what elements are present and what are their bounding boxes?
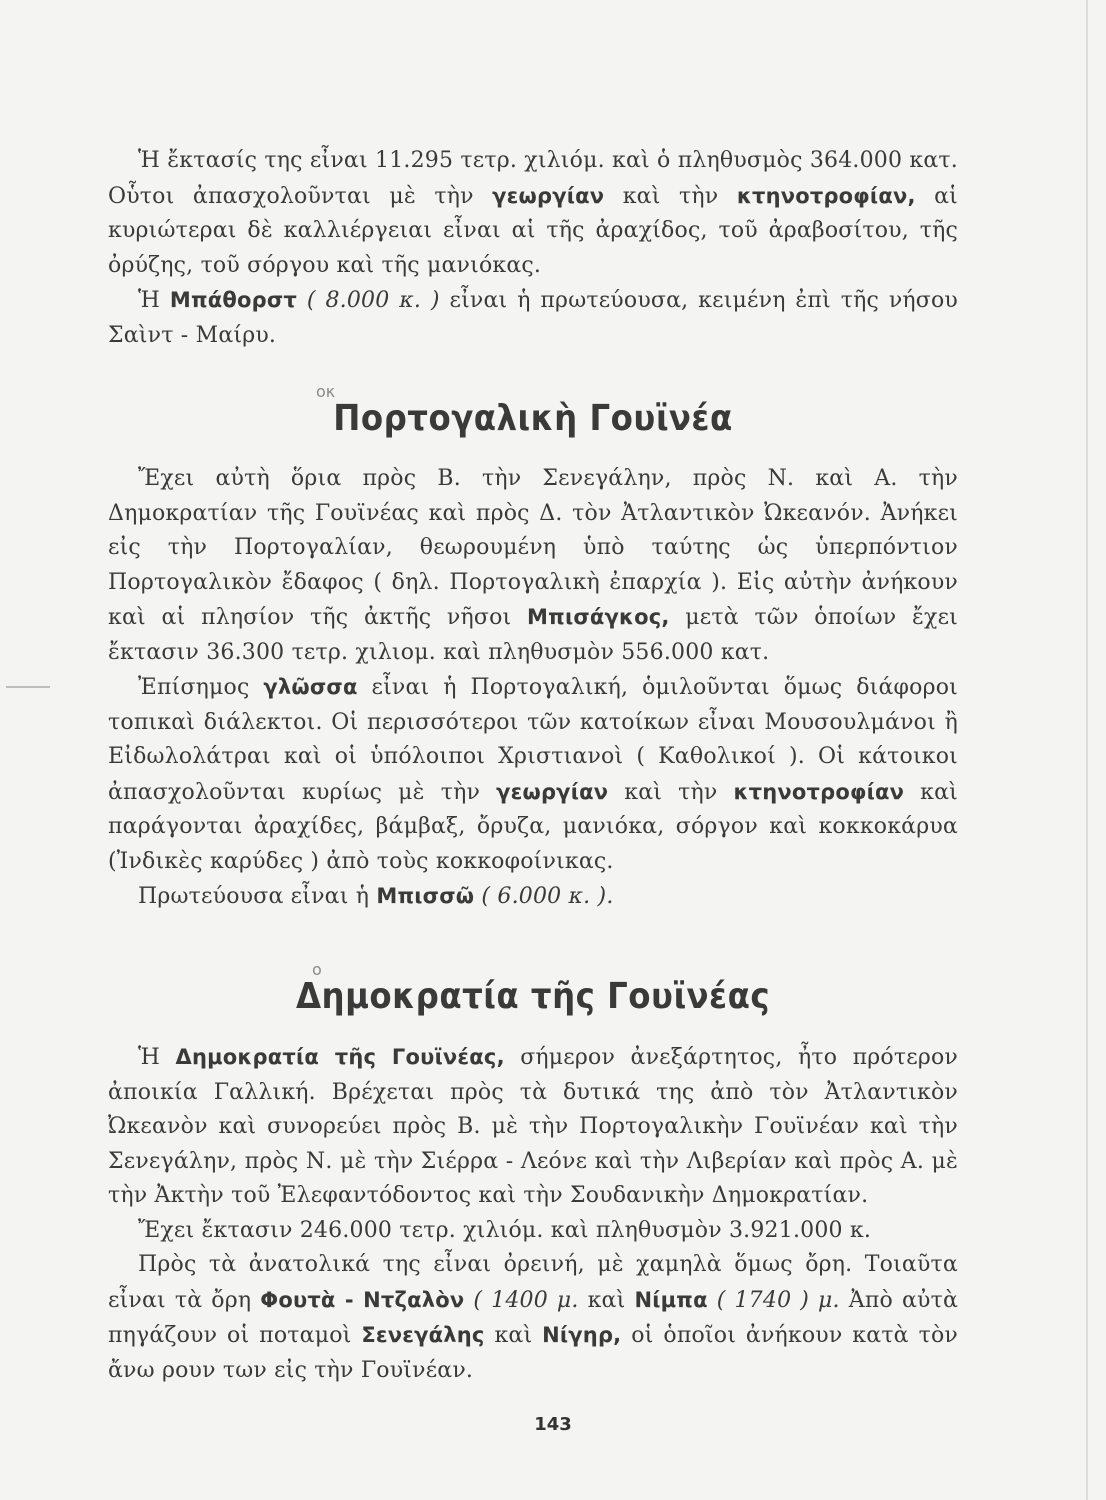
section-portuguese-guinea-body [108,462,958,915]
paragraph: Ἡ ἔκτασίς της εἶναι 11.295 τετρ. χιλιόμ. καὶ ὁ πληθυσμὸς 364.000 κατ. Οὗτοι ἀπασχολοῦνται μὲ τὴν γεωργίαν καὶ τὴν κτηνοτροφίαν, αἱ κυριώτεραι δὲ καλλιέργειαι εἶναι αἱ τῆς ἀραχίδος, τοῦ ἀραβοσίτου, τῆς ὀρύζης, τοῦ σόργου καὶ τῆς μανιόκας. [108,148,958,278]
section-heading: Πορτογαλικὴ Γουϊνέα [333,398,733,439]
paragraph: Πρωτεύουσα εἶναι ἡ Μπισσῶ ( 6.000 κ. ). [138,884,614,909]
section-portuguese-guinea [108,398,958,439]
section-heading: Δημοκρατία τῆς Γουϊνέας [295,976,771,1017]
paragraph: Ἔχει ἔκτασιν 246.000 τετρ. χιλιόμ. καὶ πληθυσμὸν 3.921.000 κ. [138,1217,872,1243]
section-senegal-end [108,144,958,353]
paragraph: Ἔχει αὐτὴ ὅρια πρὸς Β. τὴν Σενεγάλην, πρὸς Ν. καὶ Α. τὴν Δημοκρατίαν τῆς Γουϊνέας καὶ πρὸς Δ. τὸν Ἀτλαντικὸν Ὠκεανόν. Ἀνήκει εἰς τὴν Πορτογαλίαν, θεωρουμένη ὑπὸ ταύτης ὡς ὑπερπόντιον Πορτογαλικὸν ἔδαφος ( δηλ. Πορτογαλικὴ ἐπαρχία ). Εἰς αὐτὴν ἀνήκουν καὶ αἱ πλησίον τῆς ἀκτῆς νῆσοι Μπισάγκος, μετὰ τῶν ὁποίων ἔχει ἔκτασιν 36.300 τετρ. χιλιομ. καὶ πληθυσμὸν 556.000 κατ. [108,466,958,665]
paragraph: Πρὸς τὰ ἀνατολικά της εἶναι ὀρεινή, μὲ χαμηλὰ ὅμως ὄρη. Τοιαῦτα εἶναι τὰ ὄρη Φουτὰ - Ντζαλὸν ( 1400 μ. καὶ Νίμπα ( 1740 ) μ. Ἀπὸ αὐτὰ πηγάζουν οἱ ποταμοὶ Σενεγάλης καὶ Νίγηρ, οἱ ὁποῖοι ἀνήκουν κατὰ τὸν ἄνω ρουν των εἰς τὴν Γουϊνέαν. [108,1252,958,1383]
paragraph: Ἡ Δημοκρατία τῆς Γουϊνέας, σήμερον ἀνεξάρτητος, ἦτο πρότερον ἀποικία Γαλλική. Βρέχεται πρὸς τὰ δυτικά της ἀπὸ τὸν Ἀτλαντικὸν Ὠκεανὸν καὶ συνορεύει πρὸς Β. μὲ τὴν Πορτογαλικὴν Γουϊνέαν καὶ τὴν Σενεγάλην, πρὸς Ν. μὲ τὴν Σιέρρα - Λεόνε καὶ τὴν Λιβερίαν καὶ πρὸς Α. μὲ τὴν Ἀκτὴν τοῦ Ἐλεφαντόδοντος καὶ τὴν Σουδανικὴν Δημοκρατίαν. [108,1045,958,1208]
page-edge [1086,0,1088,1500]
handwritten-annotation: οκ [316,382,336,401]
section-republic-of-guinea-body [108,1040,958,1388]
handwritten-annotation: ο [312,960,322,979]
paragraph: Ἐπίσημος γλῶσσα εἶναι ἡ Πορτογαλική, ὁμιλοῦνται ὅμως διάφοροι τοπικαὶ διάλεκτοι. Οἱ περισσότεροι τῶν κατοίκων εἶναι Μουσουλμάνοι ἢ Εἰδωλολάτραι καὶ οἱ ὑπόλοιποι Χριστιανοὶ ( Καθολικοί ). Οἱ κάτοικοι ἀπασχολοῦνται κυρίως μὲ τὴν γεωργίαν καὶ τὴν κτηνοτροφίαν καὶ παράγονται ἀραχίδες, βάμβαξ, ὄρυζα, μανιόκα, σόργον καὶ κοκκοκάρυα (Ἰνδικὲς καρύδες ) ἀπὸ τοὺς κοκκοφοίνικας. [108,675,959,874]
section-republic-of-guinea [108,976,958,1017]
page-number: 143 [534,1414,572,1435]
scan-mark [6,672,50,688]
paragraph: Ἡ Μπάθορστ ( 8.000 κ. ) εἶναι ἡ πρωτεύουσα, κειμένη ἐπὶ τῆς νήσου Σαὶντ - Μαίρυ. [108,288,959,348]
